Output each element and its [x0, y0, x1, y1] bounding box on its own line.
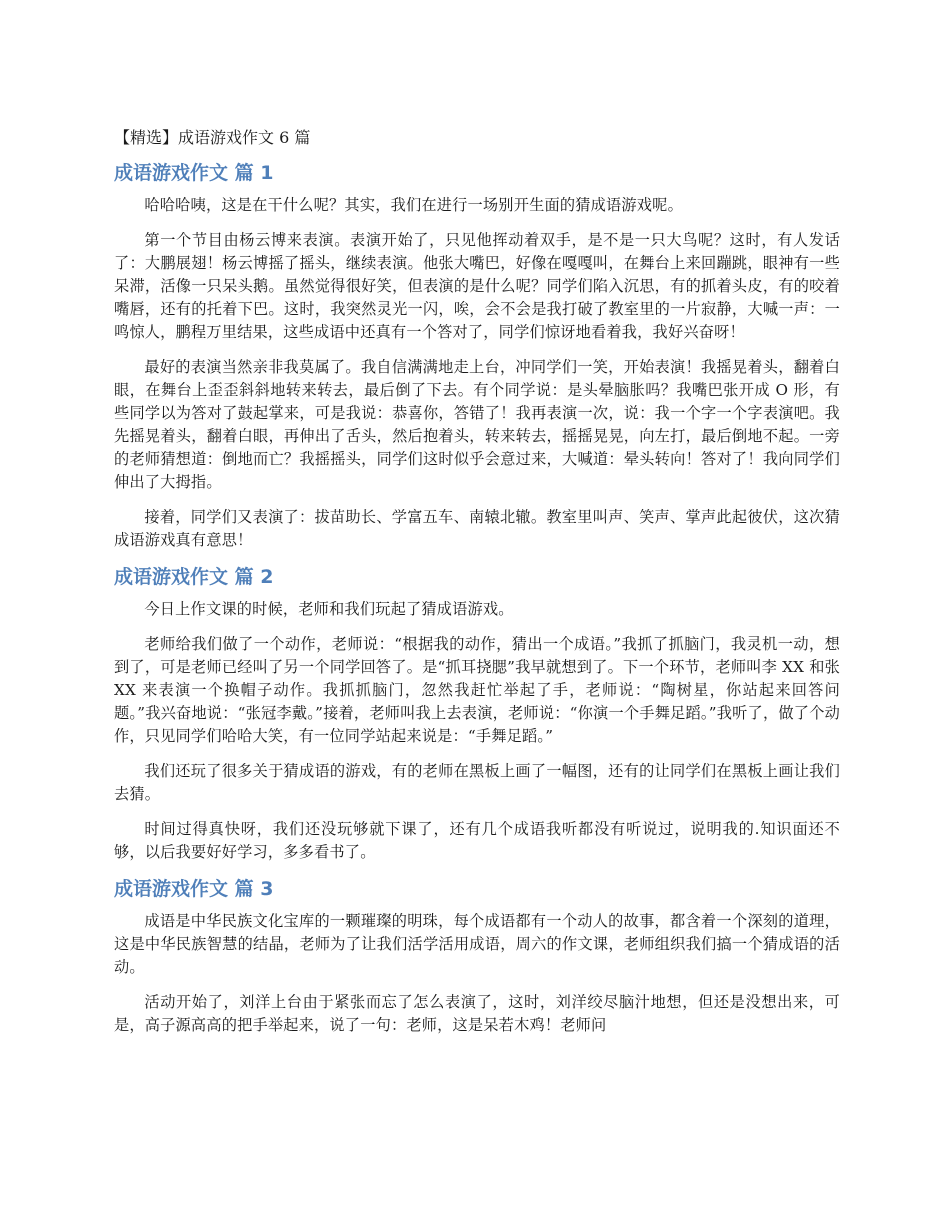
paragraph: 第一个节目由杨云博来表演。表演开始了，只见他挥动着双手，是不是一只大鸟呢？这时，有人发话了：大鹏展翅！杨云博摇了摇头，继续表演。他张大嘴巴，好像在嘎嘎叫，在舞台上来回蹦跳，眼神有一些呆滞，活像一只呆头鹅。虽然觉得很好笑，但表演的是什么呢？同学们陷入沉思，有的抓着头皮，有的咬着嘴唇，还有的托着下巴。这时，我突然灵光一闪，唉，会不会是我打破了教室里的一片寂静，大喊一声：一鸣惊人，鹏程万里结果，这些成语中还真有一个答对了，同学们惊讶地看着我，我好兴奋呀！: [114, 231, 840, 341]
paragraph: 时间过得真快呀，我们还没玩够就下课了，还有几个成语我听都没有听说过，说明我的.知识面还不够，以后我要好好学习，多多看书了。: [114, 820, 840, 861]
section-3: [114, 876, 840, 1037]
paragraph: 老师给我们做了一个动作，老师说：“根据我的动作，猜出一个成语。”我抓了抓脑门，我灵机一动，想到了，可是老师已经叫了另一个同学回答了。是“抓耳挠腮”我早就想到了。下一个环节，老师叫李 XX 和张 XX 来表演一个换帽子动作。我抓抓脑门，忽然我赶忙举起了手，老师说：“陶树星，你站起来回答问题。”我兴奋地说：“张冠李戴。”接着，老师叫我上去表演，老师说：“你演一个手舞足蹈。”我听了，做了个动作，只见同学们哈哈大笑，有一位同学站起来说是：“手舞足蹈。”: [114, 635, 840, 745]
paragraph: 哈哈哈咦，这是在干什么呢？其实，我们在进行一场别开生面的猜成语游戏呢。: [144, 196, 683, 214]
paragraph: 接着，同学们又表演了：拔苗助长、学富五车、南辕北辙。教室里叫声、笑声、掌声此起彼伏，这次猜成语游戏真有意思！: [114, 508, 840, 549]
paragraph: 今日上作文课的时候，老师和我们玩起了猜成语游戏。: [144, 600, 514, 618]
section-heading: 成语游戏作文 篇 2: [114, 566, 274, 588]
document-page: [114, 120, 840, 1049]
section-heading: 成语游戏作文 篇 1: [114, 162, 274, 184]
document-title: 【精选】成语游戏作文 6 篇: [114, 128, 311, 147]
section-2: [114, 564, 840, 864]
paragraph: 成语是中华民族文化宝库的一颗璀璨的明珠，每个成语都有一个动人的故事，都含着一个深刻的道理，这是中华民族智慧的结晶，老师为了让我们活学活用成语，周六的作文课，老师组织我们搞一个猜成语的活动。: [114, 912, 840, 976]
paragraph: 我们还玩了很多关于猜成语的游戏，有的老师在黑板上画了一幅图，还有的让同学们在黑板上画让我们去猜。: [114, 762, 840, 803]
section-1: [114, 160, 840, 552]
paragraph: 最好的表演当然亲非我莫属了。我自信满满地走上台，冲同学们一笑，开始表演！我摇晃着头，翻着白眼，在舞台上歪歪斜斜地转来转去，最后倒了下去。有个同学说：是头晕脑胀吗？我嘴巴张开成 O 形，有些同学以为答对了鼓起掌来，可是我说：恭喜你，答错了！我再表演一次，说：我一个字一个字表演吧。我先摇晃着头，翻着白眼，再伸出了舌头，然后抱着头，转来转去，摇摇晃晃，向左打，最后倒地不起。一旁的老师猜想道：倒地而亡？我摇摇头，同学们这时似乎会意过来，大喊道：晕头转向！答对了！我向同学们伸出了大拇指。: [114, 358, 840, 491]
paragraph: 活动开始了，刘洋上台由于紧张而忘了怎么表演了，这时，刘洋绞尽脑汁地想，但还是没想出来，可是，高子源高高的把手举起来，说了一句：老师，这是呆若木鸡！老师问: [114, 993, 840, 1034]
section-heading: 成语游戏作文 篇 3: [114, 878, 274, 900]
